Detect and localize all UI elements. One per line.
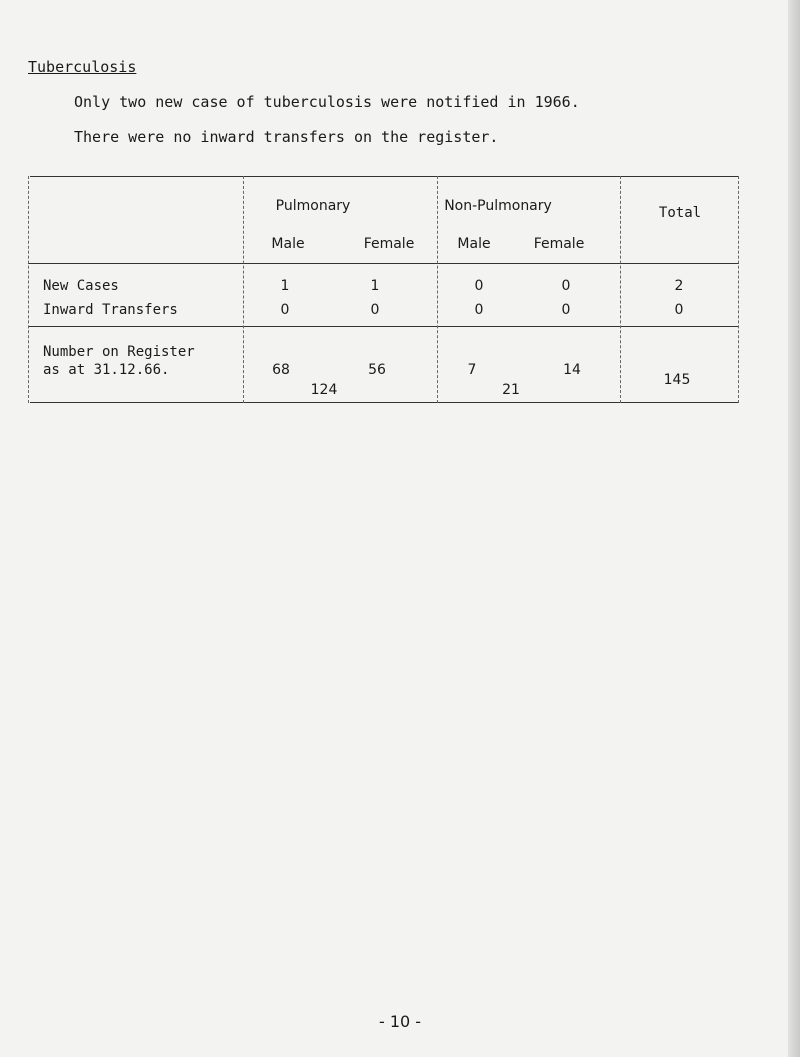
- table-top-rule: [30, 176, 739, 177]
- cell-inward-total: 0: [674, 302, 684, 318]
- cell-inward-non-male: 0: [474, 302, 484, 318]
- row-label-register-line1: Number on Register: [43, 344, 195, 360]
- subheader-pulmonary-female: Female: [363, 236, 415, 252]
- tuberculosis-table: [28, 176, 743, 403]
- cell-new-pul-male: 1: [280, 278, 290, 294]
- cell-register-pul-total: 124: [310, 382, 338, 398]
- header-pulmonary: Pulmonary: [275, 198, 351, 214]
- table-right-rule: [738, 176, 739, 403]
- header-bottom-rule: [28, 263, 739, 264]
- cell-register-non-total: 21: [502, 382, 520, 398]
- row-label-inward-transfers: Inward Transfers: [43, 302, 178, 318]
- cell-new-pul-female: 1: [370, 278, 380, 294]
- header-non-pulmonary: Non-Pulmonary: [444, 198, 552, 214]
- table-bottom-rule: [30, 402, 739, 403]
- page-number: - 10 -: [378, 1012, 422, 1031]
- page-heading: Tuberculosis: [28, 58, 137, 76]
- subheader-nonpulmonary-female: Female: [533, 236, 585, 252]
- cell-register-total: 145: [663, 372, 691, 388]
- cell-register-pul-female: 56: [368, 362, 386, 378]
- cell-new-non-male: 0: [474, 278, 484, 294]
- cell-register-pul-male: 68: [272, 362, 290, 378]
- col-divider-nonpulmonary: [620, 176, 621, 403]
- table-left-rule: [28, 176, 29, 403]
- col-divider-label: [243, 176, 244, 403]
- cell-inward-non-female: 0: [561, 302, 571, 318]
- cell-register-non-male: 7: [467, 362, 477, 378]
- header-total: Total: [658, 205, 702, 221]
- cell-inward-pul-male: 0: [280, 302, 290, 318]
- cell-inward-pul-female: 0: [370, 302, 380, 318]
- subheader-pulmonary-male: Male: [271, 236, 305, 252]
- col-divider-pulmonary: [437, 176, 438, 403]
- row-label-new-cases: New Cases: [43, 278, 119, 294]
- section-rule: [28, 326, 739, 327]
- subheader-nonpulmonary-male: Male: [457, 236, 491, 252]
- paragraph-notifications: Only two new case of tuberculosis were notified in 1966.: [74, 93, 580, 111]
- row-label-register-line2: as at 31.12.66.: [43, 362, 170, 378]
- cell-new-total: 2: [674, 278, 684, 294]
- cell-register-non-female: 14: [563, 362, 581, 378]
- page-edge: [788, 0, 800, 1057]
- cell-new-non-female: 0: [561, 278, 571, 294]
- paragraph-transfers: There were no inward transfers on the register.: [74, 128, 499, 146]
